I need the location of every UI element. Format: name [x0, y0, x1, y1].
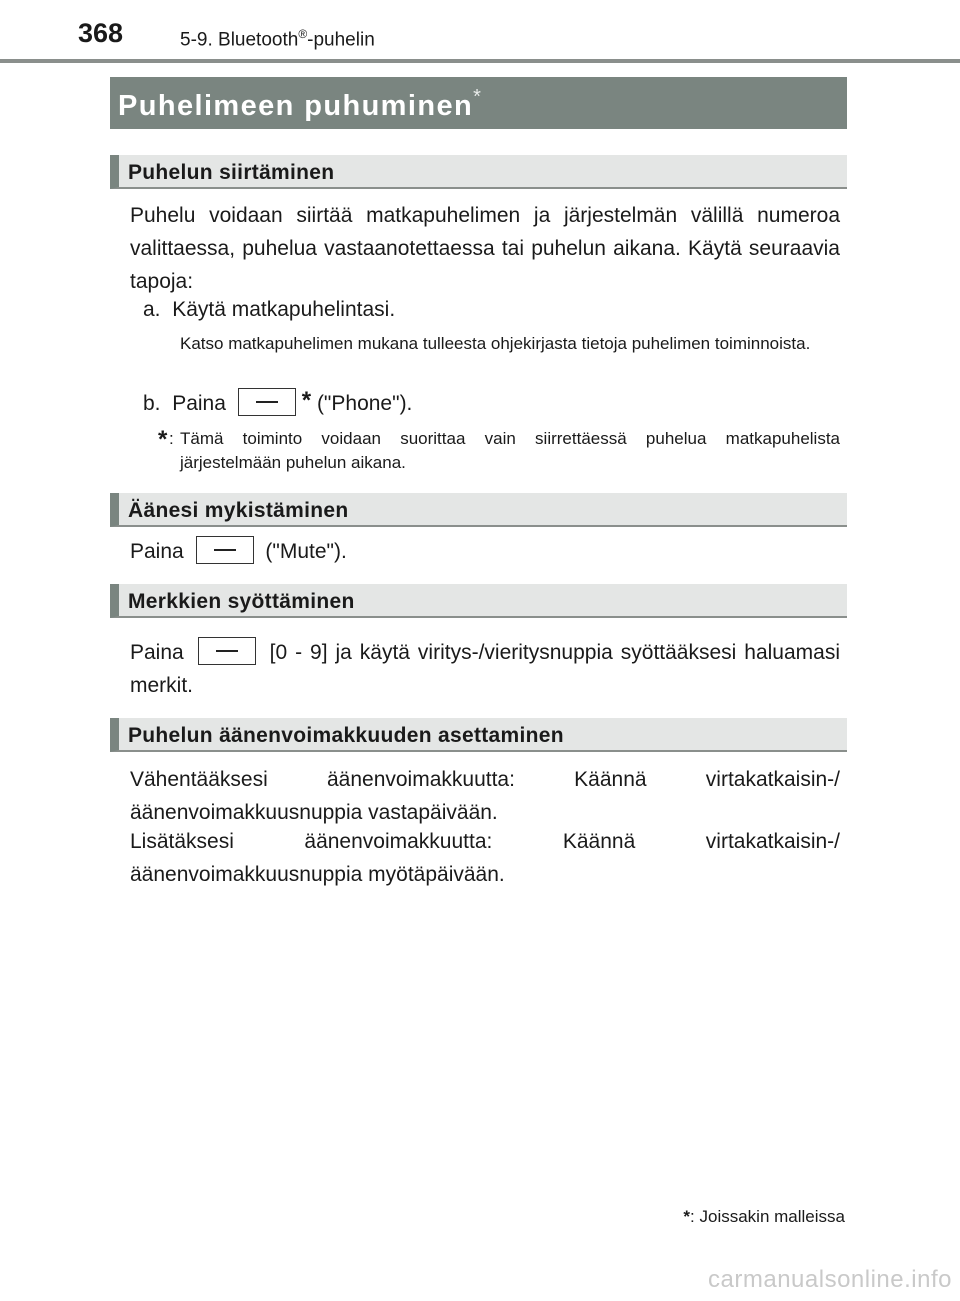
volume-increase: Lisätäksesi äänenvoimakkuutta: Käännä virtakatkaisin-/äänenvoimakkuusnuppia myötäpäivään.	[130, 830, 840, 886]
section-heading-volume	[110, 718, 847, 752]
section-heading-label: Puhelun siirtäminen	[128, 161, 335, 184]
chapter-title-suffix: -puhelin	[307, 29, 375, 51]
chars-instruction	[130, 636, 840, 702]
transfer-intro: Puhelu voidaan siirtää matkapuhelimen ja järjestelmän välillä numeroa valittaessa, puhelua vastaanotettaessa tai puhelun aikana. Käytä seuraavia tapoja:	[130, 204, 840, 293]
section-heading-label: Merkkien syöttäminen	[128, 590, 355, 613]
list-item-a-note: Katso matkapuhelimen mukana tulleesta ohjekirjasta tietoja puhelimen toiminnoista.	[180, 334, 811, 353]
keypad-button-icon	[198, 637, 256, 665]
chars-post: [0 - 9] ja käytä viritys-/vieritysnuppia syöttääksesi haluamasi merkit.	[130, 641, 840, 697]
main-title-text: Puhelimeen puhuminen	[118, 90, 474, 122]
chars-pre: Paina	[130, 641, 184, 664]
volume-decrease: Vähentääksesi äänenvoimakkuutta: Käännä virtakatkaisin-/äänenvoimakkuusnuppia vastapäivään.	[130, 768, 840, 824]
mute-post: ("Mute").	[265, 540, 347, 563]
chapter-title	[180, 27, 375, 51]
footnote-text: Tämä toiminto voidaan suorittaa vain siirrettäessä puhelua matkapuhelista järjestelmään puhelun aikana.	[180, 429, 840, 472]
list-item-a	[143, 293, 833, 326]
header-rule	[0, 59, 960, 63]
main-title	[118, 86, 482, 123]
mute-instruction	[130, 535, 840, 568]
asterisk-icon: *	[301, 387, 312, 414]
list-item-text: Paina	[172, 392, 226, 415]
footer-note	[683, 1207, 845, 1227]
main-title-banner	[110, 77, 847, 129]
list-item-label: a.	[143, 298, 161, 321]
list-item-label: b.	[143, 392, 161, 415]
section-heading-label: Puhelun äänenvoimakkuuden asettaminen	[128, 724, 564, 747]
watermark: carmanualsonline.info	[708, 1266, 952, 1293]
mute-button-icon	[196, 536, 254, 564]
footer-note-text: : Joissakin malleissa	[690, 1207, 845, 1226]
chapter-title-text: 5-9. Bluetooth	[180, 29, 299, 51]
mute-pre: Paina	[130, 540, 184, 563]
section-heading-mute	[110, 493, 847, 527]
list-item-text: Käytä matkapuhelintasi.	[172, 298, 396, 321]
page-number: 368	[78, 18, 124, 48]
section-heading-chars	[110, 584, 847, 618]
footnote-colon: :	[169, 429, 174, 448]
section-heading-label: Äänesi mykistäminen	[128, 499, 349, 522]
footnote-asterisk-icon: *	[158, 426, 168, 453]
list-item-text-post: ("Phone").	[316, 392, 413, 415]
registered-mark: ®	[298, 27, 308, 41]
phone-button-icon	[238, 388, 296, 416]
asterisk-icon: *	[473, 86, 483, 108]
list-item-b	[143, 384, 833, 420]
section-heading-transfer	[110, 155, 847, 189]
asterisk-icon: *	[683, 1207, 691, 1226]
